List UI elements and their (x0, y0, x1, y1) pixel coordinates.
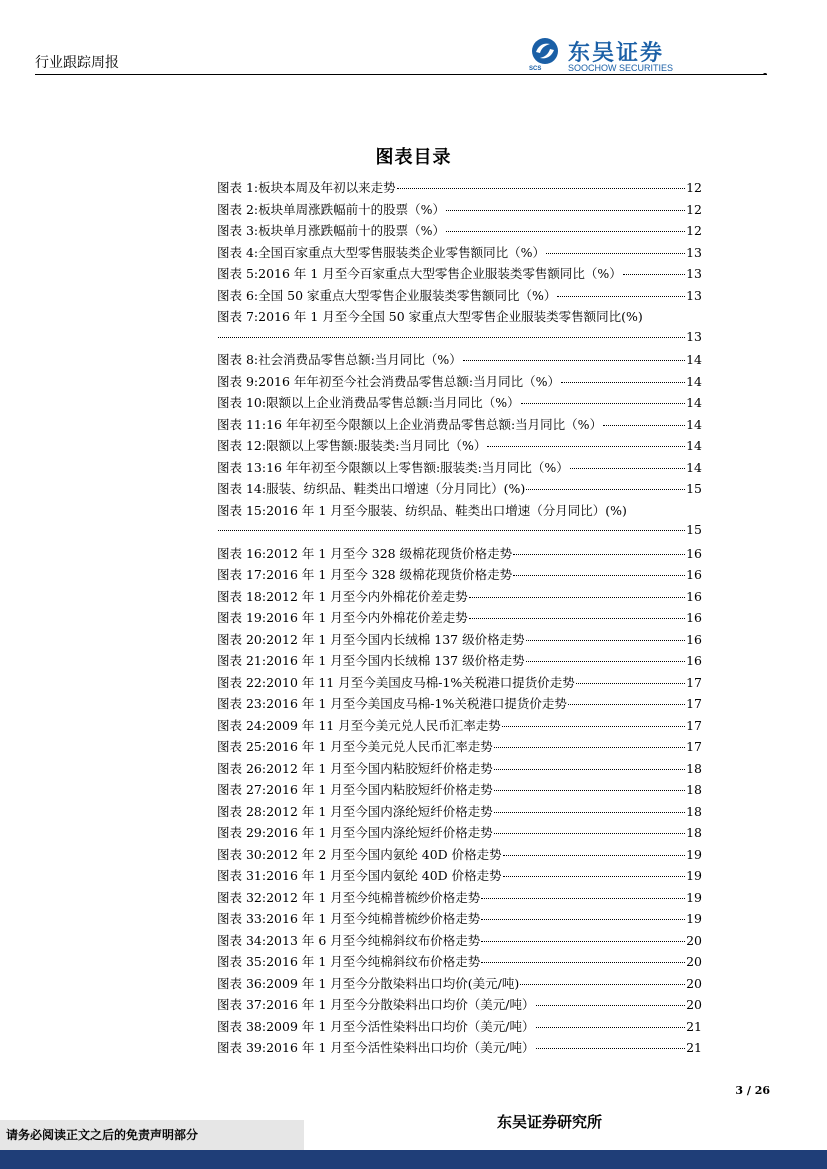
footer-disclaimer: 请务必阅读正文之后的免责声明部分 (0, 1120, 304, 1150)
toc-entry-title: 全国 50 家重点大型零售企业服装类零售额同比（%） (258, 287, 557, 303)
toc-leader-dots (218, 337, 685, 338)
toc-leader-dots (570, 468, 685, 469)
toc-entry-title: 2016 年 1 月至今美国皮马棉-1%关税港口提货价走势 (266, 696, 567, 711)
toc-entry-title: 板块本周及年初以来走势 (258, 180, 396, 195)
toc-leader-dots (502, 726, 685, 727)
toc-entry-page: 14 (686, 416, 702, 432)
toc-entry[interactable] (217, 178, 702, 200)
toc-entry-label: 图表 30: (217, 846, 267, 862)
toc-leader-dots (494, 769, 685, 770)
toc-entry-label: 图表 20: (217, 631, 267, 647)
toc-leader-dots (446, 231, 685, 232)
toc-entry-page: 16 (686, 653, 702, 668)
toc-entry-page: 14 (686, 438, 702, 453)
toc-entry-title: 社会消费品零售总额:当月同比（%） (258, 352, 462, 367)
toc-entry-title: 2016 年 1 月至今国内粘胶短纤价格走势 (266, 782, 493, 797)
toc-entry-page: 18 (686, 782, 702, 797)
toc-entry-page: 13 (686, 328, 702, 344)
toc-entry-title: 16 年年初至今限额以上企业消费品零售总额:当月同比（%） (266, 416, 603, 432)
toc-entry-page: 13 (686, 244, 702, 260)
toc-entry-title: 2016 年 1 月至今国内长绒棉 137 级价格走势 (266, 653, 525, 668)
toc-entry-page: 14 (686, 373, 702, 389)
toc-entry[interactable] (217, 630, 702, 652)
toc-entry-title: 2016 年 1 月至今活性染料出口均价（美元/吨） (266, 1040, 535, 1055)
toc-entry-page: 19 (686, 911, 702, 926)
toc-entry[interactable] (217, 415, 702, 437)
header-rule (35, 74, 767, 75)
toc-entry[interactable] (217, 1017, 702, 1039)
toc-entry-label: 图表 23: (217, 696, 267, 711)
logo-chinese-name: 东吴证券 (568, 41, 665, 66)
toc-entry-continuation[interactable] (217, 522, 702, 544)
toc-entry[interactable] (217, 931, 702, 953)
toc-entry-title: 板块单周涨跌幅前十的股票（%） (258, 201, 446, 217)
toc-leader-dots (487, 446, 685, 447)
toc-leader-dots (576, 683, 685, 684)
toc-entry-label: 图表 2: (217, 201, 259, 217)
toc-leader-dots (494, 833, 685, 834)
toc-entry-label: 图表 13: (217, 459, 267, 475)
toc-entry-page: 20 (686, 932, 702, 948)
toc-entry-title: 服装、纺织品、鞋类出口增速（分月同比）(%) (266, 481, 526, 496)
toc-entry-label: 图表 4: (217, 244, 259, 260)
toc-entry-label: 图表 26: (217, 760, 267, 776)
toc-entry-title: 2016 年 1 月至今美元兑人民币汇率走势 (266, 739, 493, 754)
toc-entry-label: 图表 18: (217, 588, 267, 604)
toc-entry-label: 图表 9: (217, 373, 259, 389)
toc-entry-title: 2013 年 6 月至今纯棉斜纹布价格走势 (266, 932, 481, 948)
toc-entry-label: 图表 11: (217, 416, 267, 432)
toc-entry-label: 图表 5: (217, 266, 259, 281)
toc-entry[interactable] (217, 737, 702, 759)
toc-entry-page: 18 (686, 825, 702, 840)
toc-entry-title: 2012 年 1 月至今纯棉普梳纱价格走势 (266, 889, 481, 905)
toc-entry-page: 15 (686, 522, 702, 537)
toc-leader-dots (526, 661, 686, 662)
toc-entry-title: 2012 年 1 月至今国内涤纶短纤价格走势 (266, 803, 493, 819)
toc-entry-label: 图表 8: (217, 352, 259, 367)
toc-entry-page: 18 (686, 760, 702, 776)
logo-english-name: SOOCHOW SECURITIES (568, 63, 674, 73)
logo-abbr: SCS (529, 66, 542, 72)
toc-entry[interactable] (217, 995, 702, 1017)
toc-entry-title: 16 年年初至今限额以上零售额:服装类:当月同比（%） (266, 459, 569, 475)
toc-entry[interactable] (217, 479, 702, 501)
toc-entry-title: 限额以上企业消费品零售总额:当月同比（%） (266, 395, 520, 410)
toc-entry-page: 16 (686, 588, 702, 604)
toc-entry[interactable] (217, 565, 702, 587)
toc-entry[interactable] (217, 501, 702, 523)
toc-entry-page: 19 (686, 868, 702, 883)
toc-entry[interactable] (217, 909, 702, 931)
toc-entry-title: 2012 年 2 月至今国内氨纶 40D 价格走势 (266, 846, 502, 862)
toc-leader-dots (494, 812, 685, 813)
toc-entry-page: 14 (686, 459, 702, 475)
logo-mark-icon (528, 36, 562, 70)
toc-entry-label: 图表 12: (217, 438, 267, 453)
toc-entry-title: 2012 年 1 月至今国内长绒棉 137 级价格走势 (266, 631, 525, 647)
toc-entry-continuation[interactable] (217, 329, 702, 351)
toc-entry[interactable] (217, 651, 702, 673)
toc-leader-dots (513, 554, 685, 555)
toc-entry[interactable] (217, 608, 702, 630)
toc-entry-title: 全国百家重点大型零售服装类企业零售额同比（%） (258, 244, 546, 260)
toc-entry[interactable] (217, 243, 702, 265)
toc-entry-page: 17 (686, 674, 702, 690)
toc-entry-page: 17 (686, 696, 702, 711)
toc-entry-title: 2016 年 1 月至今全国 50 家重点大型零售企业服装类零售额同比(%) (258, 309, 643, 324)
toc-entry-page: 16 (686, 567, 702, 582)
toc-entry[interactable] (217, 952, 702, 974)
toc-entry-page: 18 (686, 803, 702, 819)
toc-entry-page: 12 (686, 180, 702, 195)
toc-leader-dots (481, 919, 685, 920)
toc-entry-label: 图表 14: (217, 481, 267, 496)
toc-leader-dots (463, 360, 685, 361)
toc-leader-dots (481, 941, 685, 942)
toc-entry[interactable] (217, 1038, 702, 1060)
toc-entry-label: 图表 6: (217, 287, 259, 303)
toc-leader-dots (536, 1048, 686, 1049)
toc-entry[interactable] (217, 866, 702, 888)
toc-entry-title: 2012 年 1 月至今内外棉花价差走势 (266, 588, 468, 604)
toc-entry-label: 图表 22: (217, 674, 267, 690)
toc-entry-label: 图表 17: (217, 567, 267, 582)
toc-title: 图表目录 (375, 147, 452, 168)
toc-entry-page: 16 (686, 610, 702, 625)
toc-entry[interactable] (217, 393, 702, 415)
toc-entry[interactable] (217, 221, 702, 243)
toc-leader-dots (469, 597, 685, 598)
toc-entry-title: 2016 年 1 月至今国内涤纶短纤价格走势 (266, 825, 493, 840)
toc-entry-label: 图表 38: (217, 1018, 267, 1034)
toc-leader-dots (520, 984, 685, 985)
toc-entry-title: 2009 年 1 月至今活性染料出口均价（美元/吨） (266, 1018, 535, 1034)
footer-organization: 东吴证券研究所 (497, 1113, 603, 1131)
toc-entry-title: 2012 年 1 月至今国内粘胶短纤价格走势 (266, 760, 493, 776)
toc-entry-page: 16 (686, 545, 702, 561)
toc-entry-label: 图表 39: (217, 1040, 267, 1055)
toc-entry[interactable] (217, 350, 702, 372)
toc-entry-page: 20 (686, 954, 702, 969)
toc-entry-title: 2016 年 1 月至今纯棉普梳纱价格走势 (266, 911, 481, 926)
toc-entry[interactable] (217, 286, 702, 308)
toc-leader-dots (494, 747, 685, 748)
toc-leader-dots (397, 188, 685, 189)
toc-entry-label: 图表 35: (217, 954, 267, 969)
toc-entry-label: 图表 28: (217, 803, 267, 819)
toc-leader-dots (546, 253, 685, 254)
toc-entry-label: 图表 29: (217, 825, 267, 840)
toc-entry-page: 15 (686, 481, 702, 496)
toc-entry-label: 图表 21: (217, 653, 267, 668)
toc-leader-dots (561, 382, 685, 383)
toc-entry-title: 2016 年 1 月至今分散染料出口均价（美元/吨） (266, 997, 535, 1012)
toc-entry-title: 板块单月涨跌幅前十的股票（%） (258, 223, 446, 238)
toc-entry-title: 2009 年 11 月至今美元兑人民币汇率走势 (266, 717, 501, 733)
toc-leader-dots (536, 1027, 686, 1028)
toc-entry-label: 图表 34: (217, 932, 267, 948)
toc-leader-dots (218, 530, 685, 531)
toc-entry-label: 图表 33: (217, 911, 267, 926)
toc-entry-title: 2010 年 11 月至今美国皮马棉-1%关税港口提货价走势 (266, 674, 575, 690)
toc-leader-dots (526, 489, 685, 490)
toc-entry-label: 图表 27: (217, 782, 267, 797)
footer-bar (0, 1150, 827, 1169)
toc-entry-page: 14 (686, 352, 702, 367)
toc-entry-page: 13 (686, 266, 702, 281)
toc-entry[interactable] (217, 673, 702, 695)
toc-entry-label: 图表 31: (217, 868, 267, 883)
toc-entry[interactable] (217, 823, 702, 845)
toc-entry-page: 20 (686, 997, 702, 1012)
header-left-text: 行业跟踪周报 (35, 55, 119, 71)
toc-entry-label: 图表 16: (217, 545, 267, 561)
toc-entry-page: 20 (686, 975, 702, 991)
toc-entry-title: 2016 年年初至今社会消费品零售总额:当月同比（%） (258, 373, 561, 389)
toc-leader-dots (481, 898, 685, 899)
toc-entry-label: 图表 24: (217, 717, 267, 733)
toc-entry-title: 2012 年 1 月至今 328 级棉花现货价格走势 (266, 545, 513, 561)
toc-entry[interactable] (217, 974, 702, 996)
toc-leader-dots (526, 640, 686, 641)
toc-entry-page: 19 (686, 846, 702, 862)
toc-entry-label: 图表 7: (217, 309, 259, 324)
page-number: 3 / 26 (735, 1084, 770, 1097)
toc-entry-title: 限额以上零售额:服装类:当月同比（%） (266, 438, 487, 453)
toc-leader-dots (513, 575, 685, 576)
toc-leader-dots (568, 704, 685, 705)
toc-entry-label: 图表 10: (217, 395, 267, 410)
toc-entry-page: 17 (686, 739, 702, 754)
toc-entry-title: 2016 年 1 月至今服装、纺织品、鞋类出口增速（分月同比）(%) (266, 502, 627, 518)
toc-entry-page: 12 (686, 201, 702, 217)
toc-entry[interactable] (217, 759, 702, 781)
toc-entry[interactable] (217, 587, 702, 609)
toc-leader-dots (469, 618, 685, 619)
toc-entry-page: 21 (686, 1040, 702, 1055)
toc-leader-dots (446, 210, 685, 211)
toc-leader-dots (481, 962, 685, 963)
toc-entry-page: 21 (686, 1018, 702, 1034)
toc-entry-label: 图表 19: (217, 610, 267, 625)
toc-entry-title: 2009 年 1 月至今分散染料出口均价(美元/吨) (266, 975, 520, 991)
toc-entry-label: 图表 3: (217, 223, 259, 238)
toc-entry[interactable] (217, 780, 702, 802)
toc-entry-title: 2016 年 1 月至今百家重点大型零售企业服装类零售额同比（%） (258, 266, 622, 281)
toc-entry-page: 13 (686, 287, 702, 303)
toc-entry-label: 图表 32: (217, 889, 267, 905)
toc-entry[interactable] (217, 888, 702, 910)
toc-entry-label: 图表 1: (217, 180, 259, 195)
toc-leader-dots (503, 876, 685, 877)
toc-entry[interactable] (217, 694, 702, 716)
toc-entry-label: 图表 15: (217, 502, 267, 518)
toc-entry[interactable] (217, 716, 702, 738)
toc-leader-dots (557, 296, 685, 297)
toc-entry-title: 2016 年 1 月至今内外棉花价差走势 (266, 610, 468, 625)
toc-entry[interactable] (217, 372, 702, 394)
toc-leader-dots (503, 855, 685, 856)
toc-entry-title: 2016 年 1 月至今纯棉斜纹布价格走势 (266, 954, 481, 969)
toc-leader-dots (623, 274, 685, 275)
toc-entry-title: 2016 年 1 月至今国内氨纶 40D 价格走势 (266, 868, 502, 883)
toc-entry-page: 19 (686, 889, 702, 905)
toc-entry-page: 12 (686, 223, 702, 238)
toc-entry-page: 16 (686, 631, 702, 647)
toc-entry-page: 17 (686, 717, 702, 733)
toc-entry-page: 14 (686, 395, 702, 410)
toc-leader-dots (521, 403, 685, 404)
toc-leader-dots (536, 1005, 686, 1006)
toc-entry[interactable] (217, 802, 702, 824)
toc-entry-label: 图表 25: (217, 739, 267, 754)
toc-entry[interactable] (217, 307, 702, 329)
toc-entry[interactable] (217, 544, 702, 566)
toc-entry-label: 图表 36: (217, 975, 267, 991)
toc-leader-dots (494, 790, 685, 791)
toc-leader-dots (603, 425, 685, 426)
toc-entry[interactable] (217, 200, 702, 222)
toc-entry[interactable] (217, 264, 702, 286)
toc-entry-label: 图表 37: (217, 997, 267, 1012)
toc-entry[interactable] (217, 845, 702, 867)
toc-entry-title: 2016 年 1 月至今 328 级棉花现货价格走势 (266, 567, 513, 582)
table-of-figures (217, 178, 702, 1060)
toc-entry[interactable] (217, 458, 702, 480)
toc-entry[interactable] (217, 436, 702, 458)
header-dash: - (763, 66, 768, 80)
